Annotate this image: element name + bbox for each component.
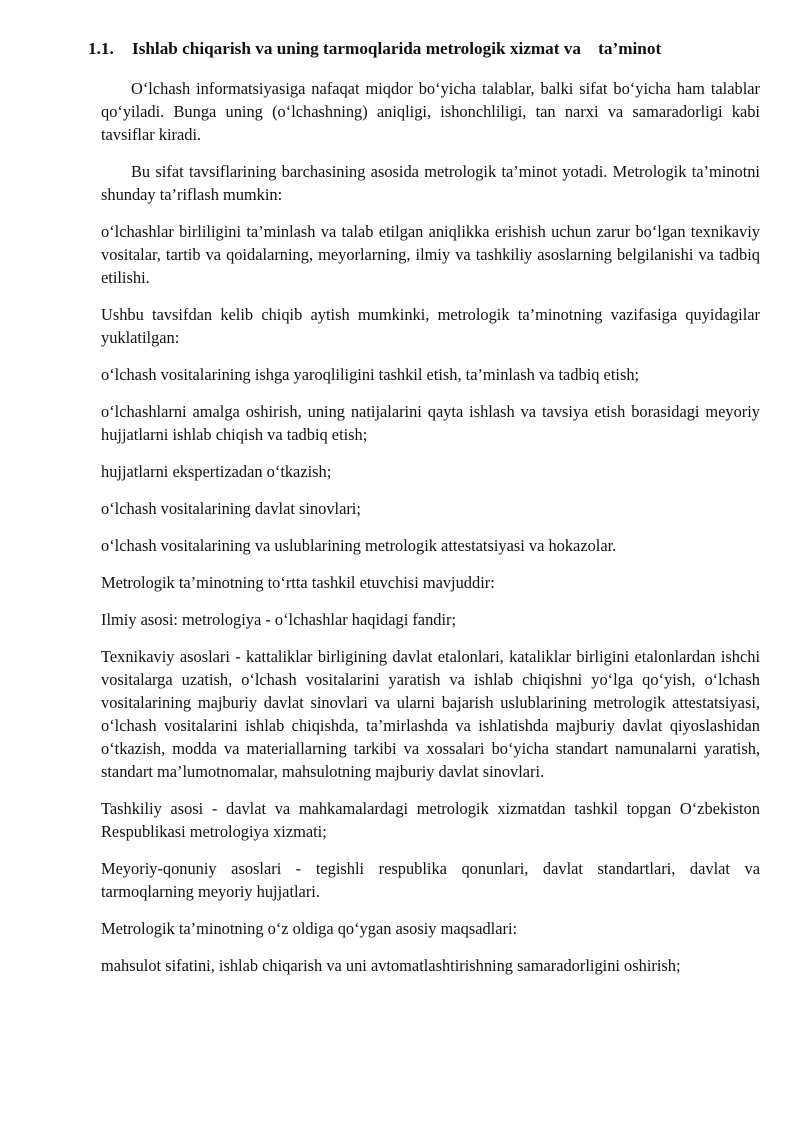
paragraph: Bu sifat tavsiflarining barchasining asosida metrologik ta’minot yotadi. Metrologik ta’minotni shunday ta’riflash mumkin: [101,162,760,204]
paragraph: o‘lchashlar birliligini ta’minlash va talab etilgan aniqlikka erishish uchun zarur bo‘lgan texnikaviy vositalar, tartib va qoidalarning, meyorlarning, ilmiy va tashkiliy asoslarning belgilanishi va tadbiq etilishi. [101,222,760,287]
section-number: 1.1. [88,39,114,58]
paragraph: hujjatlarni ekspertizadan o‘tkazish; [101,462,332,481]
paragraph: o‘lchash vositalarining va uslublarining metrologik attestatsiyasi va hokazolar. [101,536,617,555]
paragraph: Tashkiliy asosi - davlat va mahkamalardagi metrologik xizmatdan tashkil topgan O‘zbekiston Respublikasi metrologiya xizmati; [101,799,760,841]
paragraph: Ushbu tavsifdan kelib chiqib aytish mumkinki, metrologik ta’minotning vazifasiga quyidagilar yuklatilgan: [101,305,760,347]
paragraph: o‘lchash vositalarining ishga yaroqliligini tashkil etish, ta’minlash va tadbiq etish; [101,365,640,384]
section-heading [88,38,760,60]
paragraph: Metrologik ta’minotning to‘rtta tashkil etuvchisi mavjuddir: [101,573,495,592]
paragraph: Ilmiy asosi: metrologiya - o‘lchashlar haqidagi fandir; [101,610,457,629]
paragraph: Texnikaviy asoslari - kattaliklar birligining davlat etalonlari, kataliklar birligini etalonlardan ishchi vositalarga uzatish, o‘lchash vositalarini yaratish va ishlab chiqishni yo‘lga qo‘yish, o‘lchash vositalarining majburiy davlat sinovlari va ularni bajarish uslublarining metrologik attestatsiyasi, o‘lchash vositalarini ishlab chiqishda, ta’mirlashda va ishlatishda majburiy davlat qiyoslashidan o‘tkazish, modda va materiallarning tarkibi va xossalari bo‘yicha standart namunalarni yaratish, standart ma’lumotnomalar, mahsulotning majburiy davlat sinovlari. [101,647,760,781]
paragraph: Metrologik ta’minotning o‘z oldiga qo‘ygan asosiy maqsadlari: [101,919,518,938]
paragraph: mahsulot sifatini, ishlab chiqarish va uni avtomatlashtirishning samaradorligini oshirish; [101,956,681,975]
paragraph: o‘lchashlarni amalga oshirish, uning natijalarini qayta ishlash va tavsiya etish borasidagi meyoriy hujjatlarni ishlab chiqish va tadbiq etish; [101,402,760,444]
paragraph: o‘lchash vositalarining davlat sinovlari; [101,499,361,518]
paragraph: Meyoriy-qonuniy asoslari - tegishli respublika qonunlari, davlat standartlari, davlat va tarmoqlarning meyoriy hujjatlari. [101,859,760,901]
paragraph: O‘lchash informatsiyasiga nafaqat miqdor bo‘yicha talablar, balki sifat bo‘yicha ham talablar qo‘yiladi. Bunga uning (o‘lchashning) aniqligi, ishonchliligi, tan narxi va samaradorligi kabi tavsiflar kiradi. [101,79,760,144]
section-title: Ishlab chiqarish va uning tarmoqlarida metrologik xizmat va ta’minot [132,39,662,58]
body-text [101,77,760,977]
